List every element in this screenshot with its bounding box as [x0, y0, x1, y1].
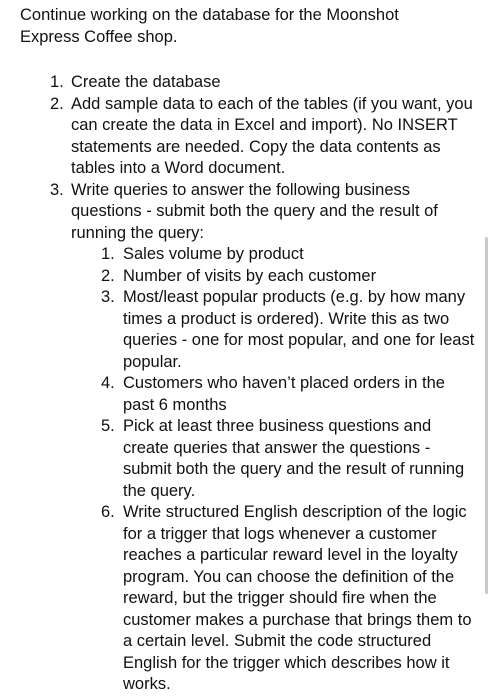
task-item-3: [50, 180, 480, 696]
task-item-1: [50, 72, 480, 94]
task-list: [50, 72, 480, 696]
subtask-list: [101, 244, 480, 696]
subtask-text: Sales volume by product: [123, 245, 304, 263]
intro-paragraph: Continue working on the database for the Moonshot Express Coffee shop.: [20, 6, 399, 46]
subtask-text: Number of visits by each customer: [123, 266, 377, 285]
task-number: 3.: [50, 180, 64, 199]
subtask-number: 2.: [101, 266, 115, 285]
subtask-text: Pick at least three business questions and create queries that answer the questions - submit both the query and the result of running the query.: [123, 417, 465, 500]
subtask-number: 3.: [101, 288, 115, 306]
subtask-item-1: [101, 244, 480, 266]
task-number: 1.: [50, 73, 64, 91]
subtask-item-6: [101, 502, 480, 696]
subtask-text: Write structured English description of the logic for a trigger that logs whenever a customer reaches a particular reward level in the loyalty program. You can choose the definition of the reward, but the trigger should fire when the customer makes a purchase that brings them to a certain level. Submit the code structured English for the trigger which describes how it works.: [123, 503, 472, 693]
task-number: 2.: [50, 94, 64, 113]
subtask-number: 1.: [101, 245, 115, 263]
task-text: Write queries to answer the following business questions - submit both the query and the result of running the query:: [71, 180, 438, 242]
subtask-number: 6.: [101, 503, 115, 521]
subtask-number: 5.: [101, 417, 115, 435]
subtask-text: Customers who haven’t placed orders in the past 6 months: [123, 374, 445, 414]
subtask-item-3: [101, 287, 480, 373]
task-text: Create the database: [71, 73, 221, 91]
subtask-item-4: [101, 373, 480, 416]
subtask-number: 4.: [101, 374, 115, 392]
task-text: Add sample data to each of the tables (if you want, you can create the data in Excel and import). No INSERT statements are needed. Copy the data contents as tables into a Word document.: [71, 94, 473, 177]
task-item-2: [50, 94, 480, 180]
subtask-item-5: [101, 416, 480, 502]
subtask-text: Most/least popular products (e.g. by how many times a product is ordered). Write this as two queries - one for most popular, and one for least popular.: [123, 288, 475, 371]
subtask-item-2: [101, 266, 480, 288]
vertical-scrollbar[interactable]: [485, 237, 488, 594]
